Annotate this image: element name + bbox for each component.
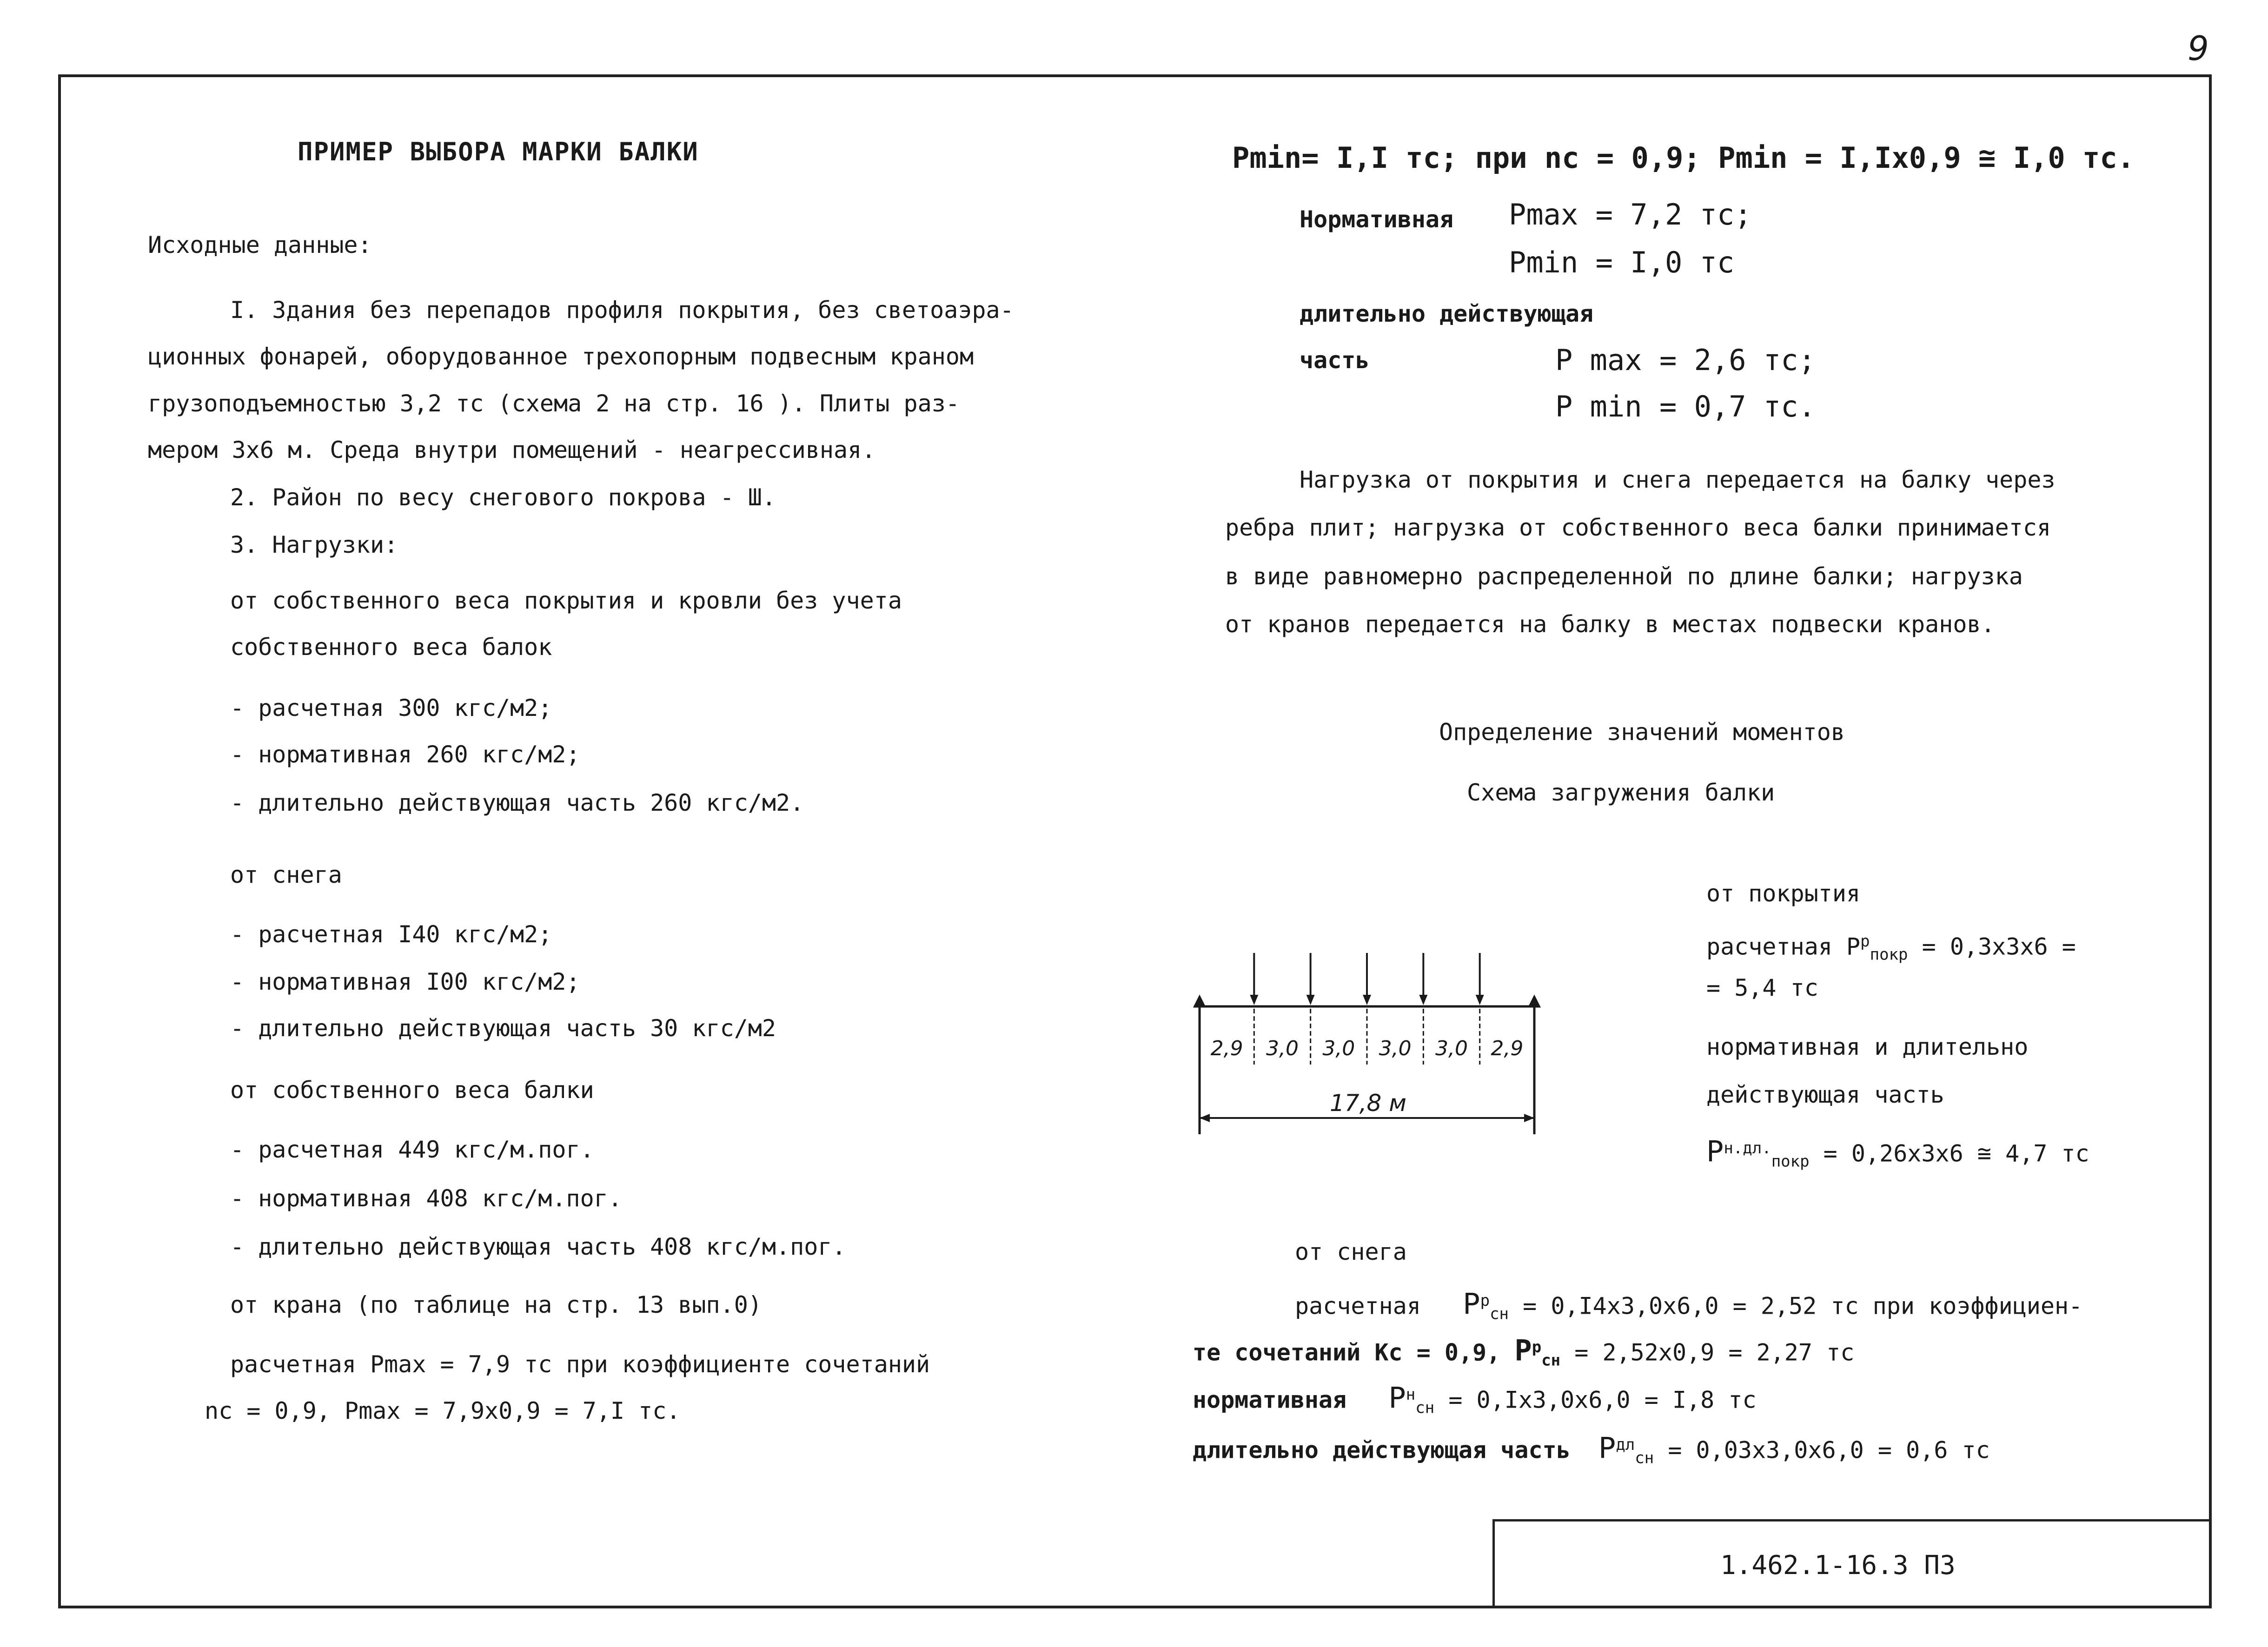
roof-norm-sup: н.дл.	[1724, 1139, 1771, 1158]
span-label: 2,9	[1210, 1037, 1243, 1060]
snow-long: - длительно действующая часть 30 кгс/м2	[230, 1015, 776, 1042]
load-arrows	[1250, 953, 1484, 1005]
roof-norm-value: = 0,26х3х6 ≅ 4,7 тс	[1809, 1140, 2089, 1167]
snow-heading: от снега	[230, 861, 342, 888]
beam-heading: от собственного веса балки	[230, 1077, 594, 1104]
para-line-1: Нагрузка от покрытия и снега передается на балку через	[1300, 466, 2056, 493]
snow-calc-sup2: р	[1532, 1338, 1542, 1356]
para-line-4: от кранов передается на балку в местах подвески кранов.	[1225, 611, 1995, 638]
beam-long: - длительно действующая часть 408 кгс/м.пог.	[230, 1233, 846, 1260]
page-title: ПРИМЕР ВЫБОРА МАРКИ БАЛКИ	[298, 137, 699, 166]
own-weight-calc: - расчетная 300 кгс/м2;	[230, 695, 552, 721]
total-arrow-right-icon	[1524, 1114, 1534, 1122]
roof-calc-label: расчетная P	[1706, 933, 1861, 960]
roof-calc-result: = 5,4 тс	[1706, 974, 1818, 1001]
norm-pmax: Pmax = 7,2 тс;	[1509, 198, 1752, 232]
snow-calc-sub: сн	[1490, 1304, 1509, 1323]
item1-line-4: мером 3х6 м. Среда внутри помещений - неагрессивная.	[148, 437, 876, 463]
left-support-icon	[1195, 997, 1204, 1006]
snow-calc-label: расчетная	[1295, 1292, 1421, 1320]
roof-calc	[1706, 927, 2076, 969]
roof-calc-sup: р	[1860, 932, 1870, 951]
item1-line-1: I. Здания без перепадов профиля покрытия, без светоаэра-	[230, 297, 1014, 324]
roof-heading: от покрытия	[1706, 880, 1861, 907]
roof-calc-value: = 0,3х3х6 =	[1908, 933, 2076, 960]
total-arrow-left-icon	[1200, 1114, 1210, 1122]
snow-norm-sub: сн	[1415, 1398, 1435, 1417]
span-label: 3,0	[1379, 1037, 1412, 1060]
right-support-icon	[1530, 997, 1539, 1006]
own-weight-long: - длительно действующая часть 260 кгс/м2.	[230, 789, 804, 816]
snow-norm-sup: н	[1406, 1385, 1416, 1404]
snow-calc-p2: P	[1514, 1333, 1532, 1368]
norm-pmin: Pmin = I,0 тс	[1509, 245, 1735, 279]
snow-norm: - нормативная I00 кгс/м2;	[230, 968, 580, 995]
span-label: 3,0	[1266, 1037, 1299, 1060]
snow-calc-sup: р	[1480, 1291, 1490, 1310]
snow-norm-line	[1193, 1381, 1757, 1422]
long-pmin: P min = 0,7 тс.	[1555, 390, 1816, 423]
snow-norm-p: P	[1388, 1381, 1406, 1415]
long-label-2: часть	[1300, 347, 1370, 374]
span-label: 3,0	[1322, 1037, 1355, 1060]
snow-long-sup: дл	[1616, 1435, 1635, 1454]
para-line-2: ребра плит; нагрузка от собственного веса балки принимается	[1225, 514, 2051, 541]
crane-line-1: расчетная Pmax = 7,9 тс при коэффициенте сочетаний	[230, 1351, 930, 1378]
own-weight-line-2: собственного веса балок	[230, 634, 552, 661]
roof-calc-sub: покр	[1870, 945, 1908, 964]
load-arrow-head-icon	[1363, 995, 1371, 1005]
own-weight-norm: - нормативная 260 кгс/м2;	[230, 741, 580, 768]
roof-norm-line-2: действующая часть	[1706, 1081, 1944, 1108]
beam-norm: - нормативная 408 кгс/м.пог.	[230, 1185, 622, 1212]
crane-line-2: nc = 0,9, Pmax = 7,9х0,9 = 7,I тс.	[205, 1397, 681, 1424]
beam-load-diagram	[1181, 948, 1558, 1153]
load-arrow-head-icon	[1419, 995, 1427, 1005]
source-heading: Исходные данные:	[148, 232, 372, 258]
stamp-code: 1.462.1-16.3 ПЗ	[1720, 1550, 1956, 1581]
roof-norm	[1706, 1134, 2089, 1176]
crane-heading: от крана (по таблице на стр. 13 вып.0)	[230, 1291, 762, 1318]
load-arrow-head-icon	[1250, 995, 1258, 1005]
snow-calc-line	[1295, 1287, 2082, 1328]
snow-norm-label: нормативная	[1193, 1386, 1347, 1414]
snow-calc-line2-a: те сочетаний Кс = 0,9,	[1193, 1339, 1501, 1366]
item3: 3. Нагрузки:	[230, 531, 398, 558]
snow-calc-line-2	[1193, 1333, 1854, 1375]
pmin-line: Pmin= I,I тс; при nc = 0,9; Pmin = I,Iх0,9 ≅ I,0 тс.	[1232, 141, 2135, 175]
snow-calc-value: = 0,I4х3,0х6,0 = 2,52 тс при коэффициен-	[1509, 1292, 2083, 1320]
scheme-heading: Схема загружения балки	[1467, 779, 1775, 806]
snow-long-p: P	[1598, 1431, 1616, 1465]
roof-norm-sub: покр	[1771, 1152, 1810, 1171]
snow-long-sub: сн	[1635, 1449, 1654, 1468]
item1-line-2: ционных фонарей, оборудованное трехопорным подвесным краном	[148, 343, 974, 370]
span-label: 2,9	[1491, 1037, 1524, 1060]
load-arrow-head-icon	[1306, 995, 1315, 1005]
norm-label: Нормативная	[1300, 206, 1454, 233]
long-pmax: P max = 2,6 тс;	[1555, 343, 1816, 377]
roof-norm-p: P	[1706, 1134, 1724, 1169]
snow-calc-p: P	[1463, 1287, 1480, 1321]
snow2-heading: от снега	[1295, 1238, 1407, 1265]
snow-calc-line2-b: = 2,52х0,9 = 2,27 тс	[1560, 1339, 1855, 1366]
item2: 2. Район по весу снегового покрова - Ш.	[230, 484, 776, 511]
load-arrow-head-icon	[1476, 995, 1484, 1005]
own-weight-line-1: от собственного веса покрытия и кровли без учета	[230, 587, 902, 614]
total-length-label: 17,8 м	[1330, 1090, 1406, 1117]
span-label: 3,0	[1435, 1037, 1468, 1060]
snow-norm-value: = 0,Iх3,0х6,0 = I,8 тс	[1434, 1386, 1757, 1414]
snow-long-line	[1193, 1431, 1990, 1472]
page-number: 9	[2188, 29, 2209, 68]
long-label-1: длительно действующая	[1300, 300, 1594, 327]
snow-calc: - расчетная I40 кгс/м2;	[230, 921, 552, 948]
moments-heading: Определение значений моментов	[1439, 719, 1845, 746]
para-line-3: в виде равномерно распределенной по длине балки; нагрузка	[1225, 563, 2023, 590]
item1-line-3: грузоподъемностью 3,2 тс (схема 2 на стр. 16 ). Плиты раз-	[148, 390, 960, 417]
snow-long-label: длительно действующая часть	[1193, 1436, 1571, 1464]
snow-calc-sub2: сн	[1541, 1351, 1561, 1370]
snow-long-value: = 0,03х3,0х6,0 = 0,6 тс	[1654, 1436, 1990, 1464]
roof-norm-line-1: нормативная и длительно	[1706, 1033, 2029, 1060]
beam-calc: - расчетная 449 кгс/м.пог.	[230, 1136, 594, 1163]
